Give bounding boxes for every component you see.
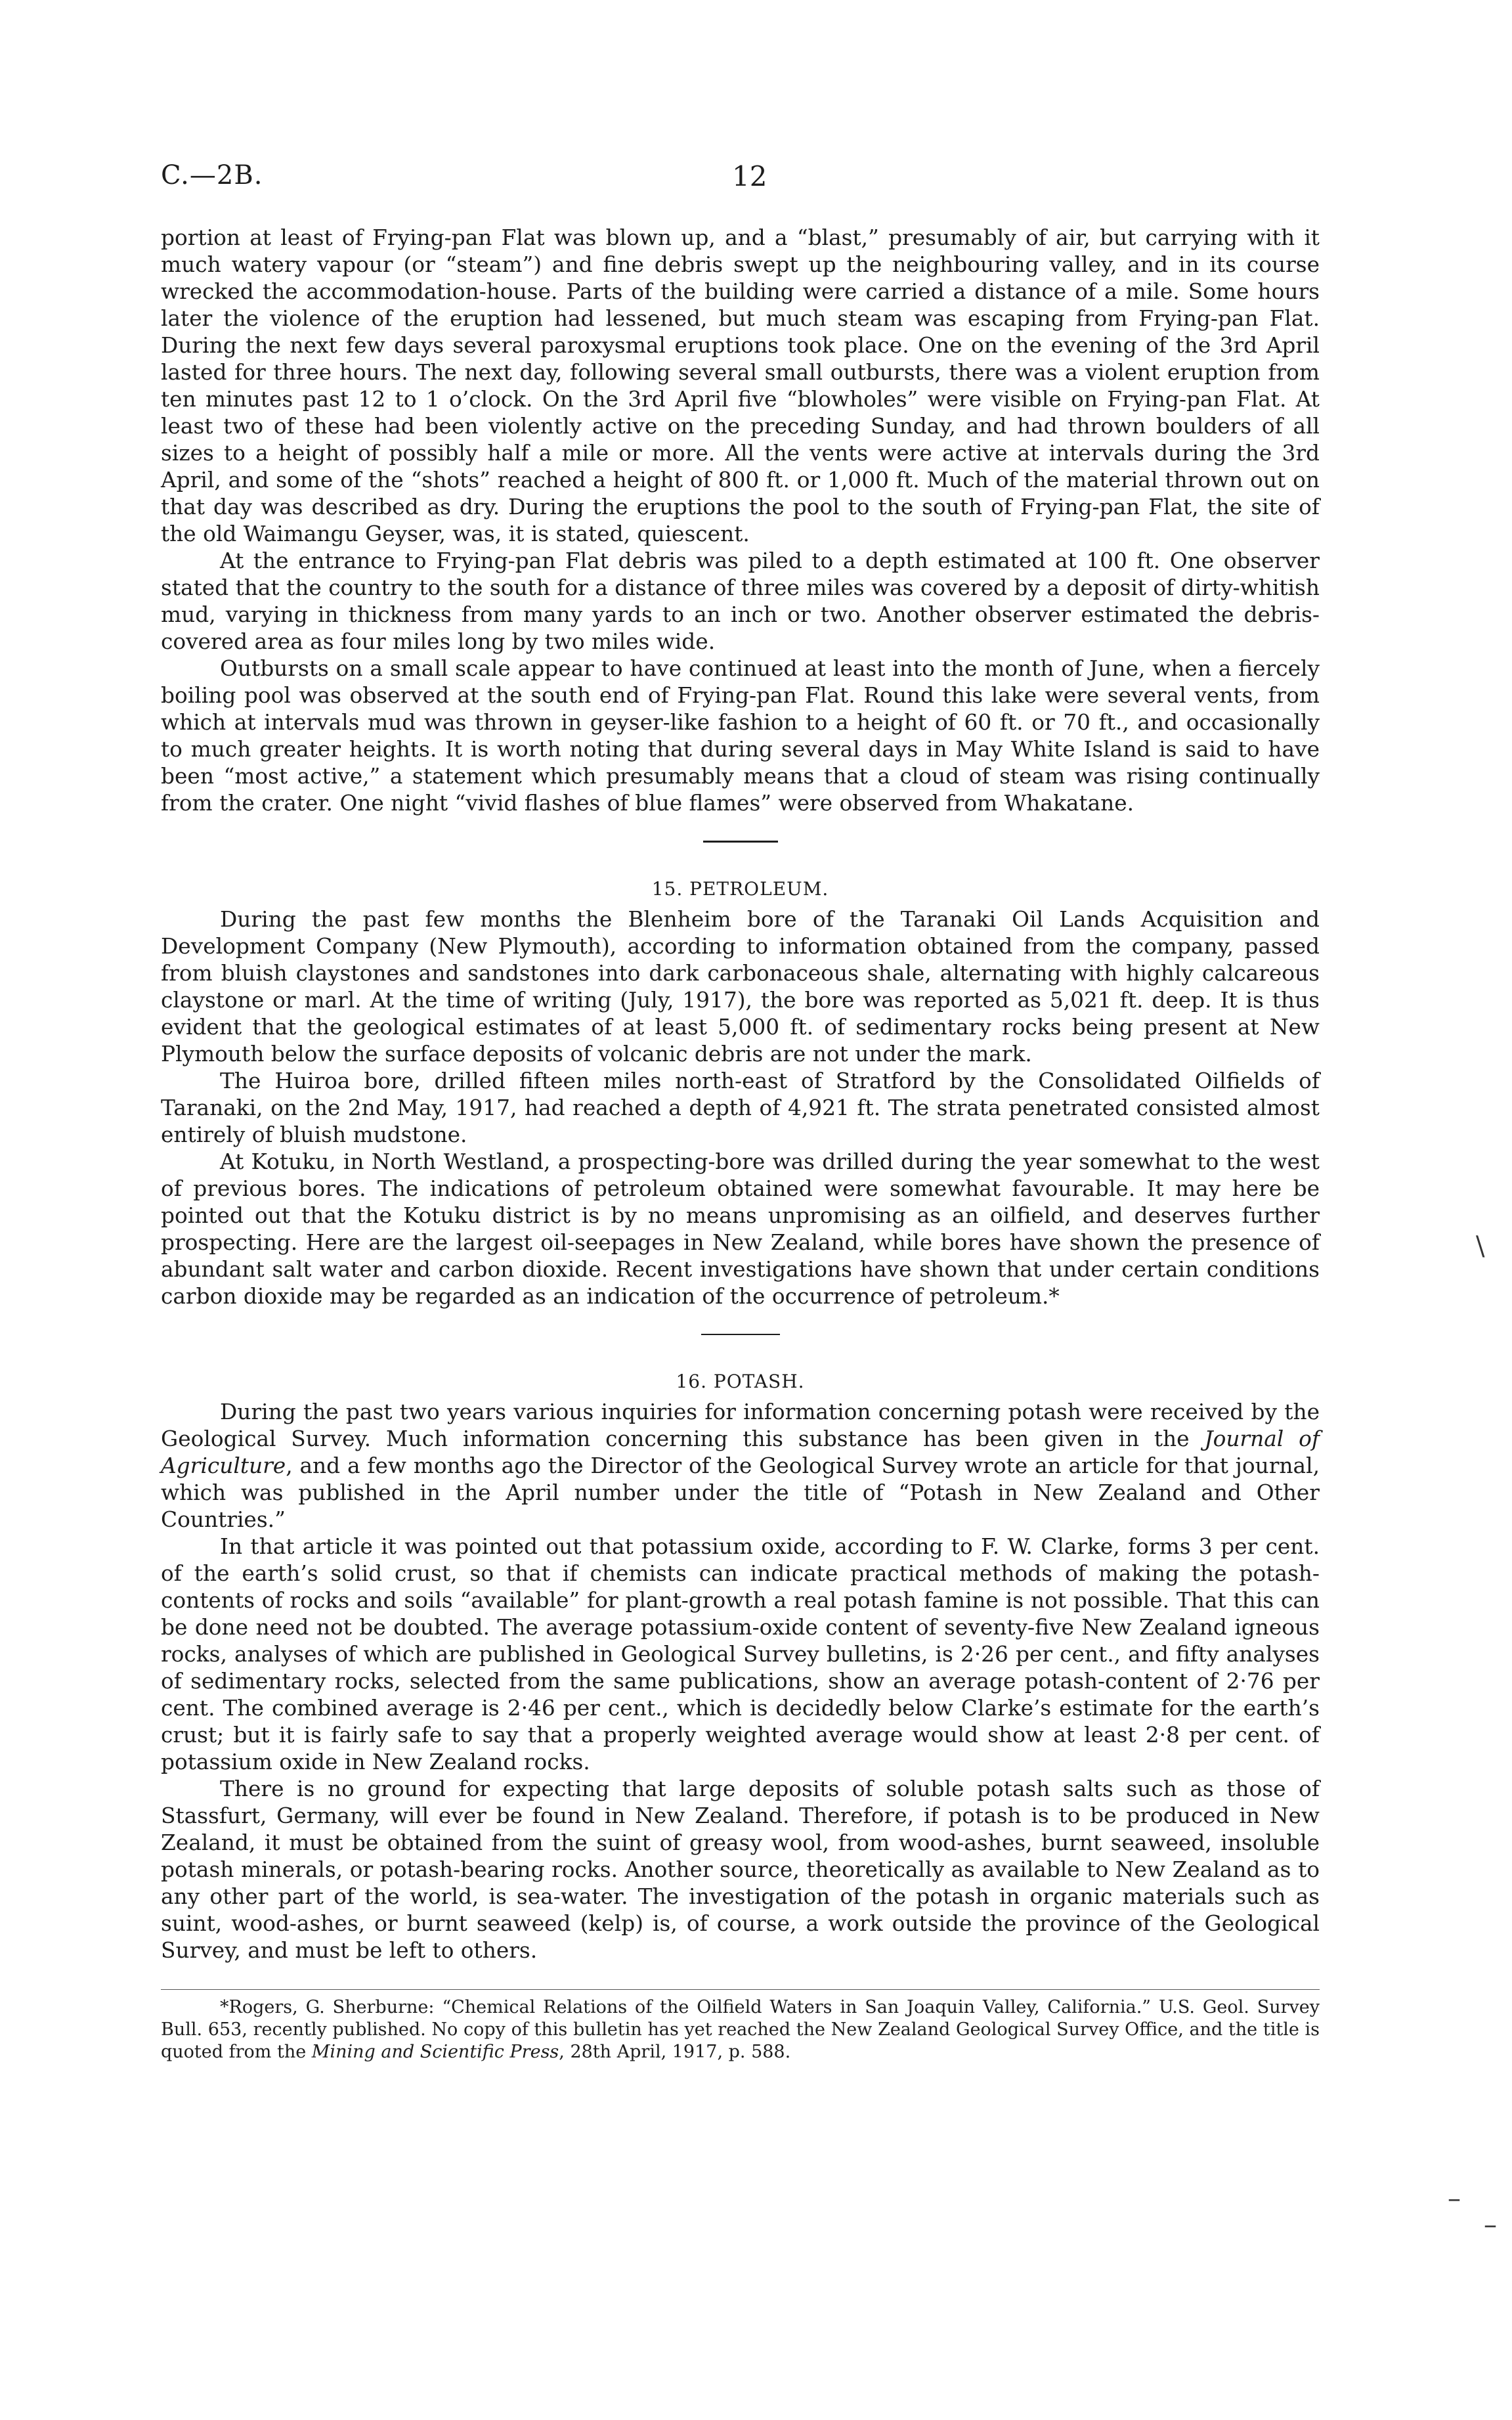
potash-paragraph-1 xyxy=(161,1399,1320,1533)
margin-mark: \ xyxy=(1476,1231,1485,1262)
footnote xyxy=(161,1996,1320,2063)
intro-paragraph-2: At the entrance to Frying-pan Flat debris was piled to a depth estimated at 100 ft. One observer stated that the country to the south for a distance of three miles was covered by a deposit of dirty-whitish mud, varying in thickness from many yards to an inch or two. Another observer estimated the debris-covered area as four miles long by two miles wide. xyxy=(161,548,1320,654)
intro-paragraph-1: portion at least of Frying-pan Flat was blown up, and a “blast,” presumably of air, but carrying with it much watery vapour (or “steam”) and fine debris swept up the neighbouring valley, and in its course wrecked the accommodation-house. Parts of the building were carried a distance of a mile. Some hours later the violence of the eruption had lessened, but much steam was escaping from Frying-pan Flat. During the next few days several paroxysmal eruptions took place. One on the evening of the 3rd April lasted for three hours. The next day, following several small outbursts, there was a violent eruption from ten minutes past 12 to 1 o’clock. On the 3rd April five “blowholes” were visible on Frying-pan Flat. At least two of these had been violently active on the preceding Sunday, and had thrown boulders of all sizes to a height of possibly half a mile or more. All the vents were active at intervals during the 3rd April, and some of the “shots” reached a height of 800 ft. or 1,000 ft. Much of the material thrown out on that day was described as dry. During the eruptions the pool to the south of Frying-pan Flat, the site of the old Waimangu Geyser, was, it is stated, quiescent. xyxy=(161,225,1320,546)
footnote-text: , 28th April, 1917, p. 588. xyxy=(559,2042,791,2062)
footnote-rule xyxy=(161,1989,1320,1990)
footnote-journal: Mining and Scientific Press xyxy=(311,2042,559,2062)
potash-paragraph-3: There is no ground for expecting that large deposits of soluble potash salts such as those of Stassfurt, Germany, will ever be found in New Zealand. Therefore, if potash is to be produced in New Zealand, it must be obtained from the suint of greasy wool, from wood-ashes, burnt seaweed, insoluble potash minerals, or potash-bearing rocks. Another source, theoretically as available to New Zealand as to any other part of the world, is sea-water. The investigation of the potash in organic materials such as suint, wood-ashes, or burnt seaweed (kelp) is, of course, a work outside the province of the Geological Survey, and must be left to others. xyxy=(161,1776,1320,1963)
page-header xyxy=(161,160,1320,200)
section-divider xyxy=(703,841,778,843)
section-divider xyxy=(701,1334,780,1335)
potash-text: During the past two years various inquiries for information concerning potash were received by the Geological Survey. Much information concerning this substance has been given in the xyxy=(161,1399,1320,1451)
footnote-text: *Rogers, G. Sherburne: “Chemical Relations of the Oilfield Waters in San Joaquin Valley, California.” U.S. Geol. Survey Bull. 653, recently published. No copy of this bulletin has yet reached the New Zealand Geological Survey Office, and the title is quoted from the xyxy=(161,1997,1320,2062)
margin-mark: – xyxy=(1448,2184,1461,2214)
journal-title: Journal of Agriculture xyxy=(161,1426,1320,1478)
margin-mark: – xyxy=(1484,2210,1497,2240)
potash-text: , and a few months ago the Director of the Geological Survey wrote an article for that journal, which was published in the April number under the title of “Potash in New Zealand and Other Countries.” xyxy=(161,1453,1320,1532)
petroleum-paragraph-3: At Kotuku, in North Westland, a prospecting-bore was drilled during the year somewhat to the west of previous bores. The indications of petroleum obtained were somewhat favourable. It may here be pointed out that the Kotuku district is by no means unpromising as an oilfield, and deserves further prospecting. Here are the largest oil-seepages in New Zealand, while bores have shown the presence of abundant salt water and carbon dioxide. Recent investigations have shown that under certain conditions carbon dioxide may be regarded as an indication of the occurrence of petroleum.* xyxy=(161,1149,1320,1309)
document-code: C.—2B. xyxy=(161,160,263,190)
page-number: 12 xyxy=(732,160,767,192)
intro-paragraph-3: Outbursts on a small scale appear to have continued at least into the month of June, when a fiercely boiling pool was observed at the south end of Frying-pan Flat. Round this lake were several vents, from which at intervals mud was thrown in geyser-like fashion to a height of 60 ft. or 70 ft., and occasionally to much greater heights. It is worth noting that during several days in May White Island is said to have been “most active,” a statement which presumably means that a cloud of steam was rising continually from the crater. One night “vivid flashes of blue flames” were observed from Whakatane. xyxy=(161,656,1320,816)
page-body xyxy=(161,225,1320,2063)
potash-heading: 16. POTASH. xyxy=(676,1371,805,1392)
petroleum-paragraph-1: During the past few months the Blenheim bore of the Taranaki Oil Lands Acquisition and Development Company (New Plymouth), according to information obtained from the company, passed from bluish claystones and sandstones into dark carbonaceous shale, alternating with highly calcareous claystone or marl. At the time of writing (July, 1917), the bore was reported as 5,021 ft. deep. It is thus evident that the geological estimates of at least 5,000 ft. of sedimentary rocks being present at New Plymouth below the surface deposits of volcanic debris are not under the mark. xyxy=(161,907,1320,1067)
petroleum-paragraph-2: The Huiroa bore, drilled fifteen miles north-east of Stratford by the Consolidated Oilfields of Taranaki, on the 2nd May, 1917, had reached a depth of 4,921 ft. The strata penetrated consisted almost entirely of bluish mudstone. xyxy=(161,1068,1320,1147)
petroleum-heading: 15. PETROLEUM. xyxy=(651,878,829,900)
potash-paragraph-2: In that article it was pointed out that potassium oxide, according to F. W. Clarke, forms 3 per cent. of the earth’s solid crust, so that if chemists can indicate practical methods of making the potash-contents of rocks and soils “available” for plant-growth a real potash famine is not possible. That this can be done need not be doubted. The average potassium-oxide content of seventy-five New Zealand igneous rocks, analyses of which are published in Geological Survey bulletins, is 2·26 per cent., and fifty analyses of sedimentary rocks, selected from the same publications, show an average potash-content of 2·76 per cent. The combined average is 2·46 per cent., which is decidedly below Clarke’s estimate for the earth’s crust; but it is fairly safe to say that a properly weighted average would show at least 2·8 per cent. of potassium oxide in New Zealand rocks. xyxy=(161,1534,1320,1774)
